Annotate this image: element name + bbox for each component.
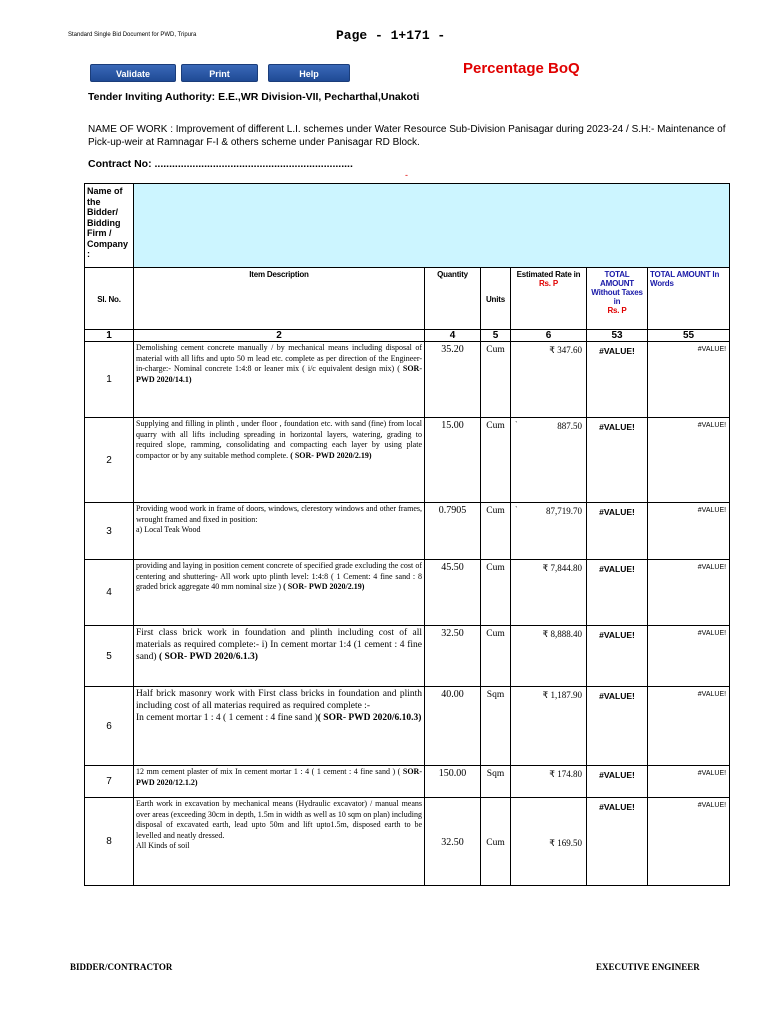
row-desc-subitem: All Kinds of soil xyxy=(136,841,190,851)
table-row xyxy=(85,798,730,886)
col-number: 53 xyxy=(587,330,648,342)
row-rate-amount: 347.60 xyxy=(557,345,582,355)
row-rate xyxy=(511,798,587,886)
row-sor-ref: ( SOR- PWD 2020/6.1.3) xyxy=(158,652,258,662)
rupee-icon: ₹ xyxy=(549,837,555,848)
row-sor-ref: ( SOR- PWD 2020/6.10.3) xyxy=(317,713,422,723)
row-total-amount: #VALUE! xyxy=(587,626,648,687)
document-header-title: Standard Single Bid Document for PWD, Tripura xyxy=(68,32,197,38)
row-total-words: #VALUE! xyxy=(648,342,730,418)
rupee-icon: ` xyxy=(515,420,518,429)
rupee-icon: ₹ xyxy=(542,563,549,573)
column-number-row xyxy=(85,330,730,342)
bidder-name-input[interactable] xyxy=(134,184,730,268)
row-rate-value xyxy=(549,838,582,849)
table-row xyxy=(85,503,730,560)
table-row xyxy=(85,560,730,626)
header-total-words: TOTAL AMOUNT In Words xyxy=(648,268,730,330)
row-quantity: 40.00 xyxy=(425,687,481,766)
row-description xyxy=(134,687,425,766)
rupee-icon: ₹ xyxy=(542,690,549,700)
row-unit: Cum xyxy=(481,626,511,687)
row-rate-value xyxy=(543,563,582,574)
row-total-amount: #VALUE! xyxy=(587,503,648,560)
row-sor-ref: SOR- PWD 2020/14.1) xyxy=(136,364,422,384)
header-row xyxy=(85,268,730,330)
row-slno: 8 xyxy=(85,798,134,886)
row-rate-amount: 174.80 xyxy=(557,769,582,779)
row-slno: 6 xyxy=(85,687,134,766)
header-total-currency: Rs. P xyxy=(607,306,627,315)
row-desc-text: 12 mm cement plaster of mix In cement mortar 1 : 4 ( 1 cement : 4 fine sand ) ( xyxy=(136,767,403,776)
row-slno: 3 xyxy=(85,503,134,560)
row-desc-text: Supplying and filling in plinth , under floor , foundation etc. with sand (fine) from local quarry with all lifts including spreading in horizontal layers, watering, grading to required slope, ramming, consolidating and compacting each layer by using plate compactor or by any suitable method complete. xyxy=(136,419,422,460)
row-rate-amount: 887.50 xyxy=(557,421,582,431)
rupee-icon: ₹ xyxy=(542,629,549,639)
row-total-amount: #VALUE! xyxy=(587,687,648,766)
red-mark: - xyxy=(405,170,408,180)
row-slno: 5 xyxy=(85,626,134,687)
help-button[interactable]: Help xyxy=(268,64,350,82)
row-rate-amount: 169.50 xyxy=(557,837,582,848)
row-desc-text: Providing wood work in frame of doors, windows, clerestory windows and other frames, wrought framed and fixed in position: xyxy=(136,504,422,524)
page-number: Page - 1+171 - xyxy=(336,28,446,43)
row-total-words: #VALUE! xyxy=(648,687,730,766)
row-unit: Cum xyxy=(481,342,511,418)
row-total-amount: #VALUE! xyxy=(587,418,648,503)
row-description xyxy=(134,342,425,418)
boq-table xyxy=(84,183,730,886)
header-rate-currency: Rs. P xyxy=(538,279,558,288)
row-unit: Sqm xyxy=(481,687,511,766)
row-unit: Sqm xyxy=(481,766,511,798)
bidder-row xyxy=(85,184,730,268)
row-unit: Cum xyxy=(481,560,511,626)
row-sor-ref: SOR- PWD 2020/12.1.2) xyxy=(136,767,422,787)
contract-number: Contract No: .................................................................... xyxy=(88,158,353,170)
validate-button[interactable]: Validate xyxy=(90,64,176,82)
row-description xyxy=(134,766,425,798)
row-total-words: #VALUE! xyxy=(648,766,730,798)
row-description xyxy=(134,503,425,560)
row-desc-text: Earth work in excavation by mechanical means (Hydraulic excavator) / manual means over areas (exceeding 30cm in depth, 1.5m in width as well as 10 sqm on plan) including disposal of excavated earth, lead upto 50m and lift upto1.5m, disposed earth to be levelled and neatly dressed. xyxy=(136,799,422,840)
table-row xyxy=(85,626,730,687)
row-sor-ref: ( SOR- PWD 2020/2.19) xyxy=(290,450,372,460)
header-total-amount xyxy=(587,268,648,330)
header-slno: Sl. No. xyxy=(85,268,134,330)
row-unit: Cum xyxy=(481,503,511,560)
row-quantity: 32.50 xyxy=(425,626,481,687)
row-rate-amount: 87,719.70 xyxy=(546,506,582,516)
print-button[interactable]: Print xyxy=(181,64,258,82)
row-desc-text: First class brick work in foundation and plinth including cost of all materials as required complete:- i) In cement mortar 1:4 (1 cement : 4 fine sand) xyxy=(136,628,422,662)
row-desc-text: Demolishing cement concrete manually / by mechanical means including disposal of material with all lifts and upto 50 m lead etc. complete as per direction of the Engineer-in-charge:- Nominal concrete 1:4:8 or leaner mix ( i/c equivalent design mix) ( xyxy=(136,343,422,374)
row-rate-amount: 8,888.40 xyxy=(550,629,582,639)
row-quantity: 0.7905 xyxy=(425,503,481,560)
row-rate xyxy=(511,560,587,626)
row-desc-subitem: In cement mortar 1 : 4 ( 1 cement : 4 fine sand ) xyxy=(136,713,318,723)
row-total-words: #VALUE! xyxy=(648,560,730,626)
row-description xyxy=(134,418,425,503)
rupee-icon: ₹ xyxy=(549,769,555,779)
bidder-signature-label: BIDDER/CONTRACTOR xyxy=(70,962,173,972)
row-rate-value xyxy=(543,690,582,701)
table-row xyxy=(85,766,730,798)
row-rate xyxy=(511,766,587,798)
row-desc-text: providing and laying in position cement concrete of specified grade excluding the cost of centering and shuttering- All work upto plinth level: 1:4:8 ( 1 Cement: 4 fine sand : 8 graded brick aggregate 40 mm nominal size ) xyxy=(136,561,422,592)
row-quantity: 150.00 xyxy=(425,766,481,798)
row-total-words: #VALUE! xyxy=(648,626,730,687)
row-rate xyxy=(511,687,587,766)
row-slno: 2 xyxy=(85,418,134,503)
row-rate-value xyxy=(549,345,582,356)
row-quantity: 15.00 xyxy=(425,418,481,503)
row-slno: 4 xyxy=(85,560,134,626)
rupee-icon: ` xyxy=(515,505,518,514)
row-description xyxy=(134,798,425,886)
row-desc-text: Half brick masonry work with First class bricks in foundation and plinth including cost of all materias required as required complete :- xyxy=(136,689,422,711)
bidder-name-label: Name of the Bidder/ Bidding Firm / Company : xyxy=(85,184,134,268)
col-number: 4 xyxy=(425,330,481,342)
row-rate-amount: 1,187.90 xyxy=(550,690,582,700)
row-unit: Cum xyxy=(481,418,511,503)
header-quantity: Quantity xyxy=(425,268,481,330)
row-total-words: #VALUE! xyxy=(648,503,730,560)
row-rate xyxy=(511,503,587,560)
row-total-words: #VALUE! xyxy=(648,418,730,503)
boq-title: Percentage BoQ xyxy=(463,60,580,77)
col-number: 1 xyxy=(85,330,134,342)
row-desc-subitem: a) Local Teak Wood xyxy=(136,525,201,535)
table-row xyxy=(85,342,730,418)
row-quantity: 45.50 xyxy=(425,560,481,626)
tender-authority: Tender Inviting Authority: E.E.,WR Division-VII, Pecharthal,Unakoti xyxy=(88,91,420,103)
header-item-description: Item Description xyxy=(134,268,425,330)
row-unit: Cum xyxy=(481,798,511,886)
table-row xyxy=(85,687,730,766)
row-total-amount: #VALUE! xyxy=(587,798,648,886)
row-rate xyxy=(511,418,587,503)
row-sor-ref: ( SOR- PWD 2020/2.19) xyxy=(283,582,365,592)
row-slno: 7 xyxy=(85,766,134,798)
row-rate-value xyxy=(549,769,582,780)
col-number: 6 xyxy=(511,330,587,342)
row-slno: 1 xyxy=(85,342,134,418)
row-total-amount: #VALUE! xyxy=(587,342,648,418)
col-number: 55 xyxy=(648,330,730,342)
row-rate-value xyxy=(543,629,582,640)
row-total-words: #VALUE! xyxy=(648,798,730,886)
row-description xyxy=(134,560,425,626)
header-rate-label: Estimated Rate in xyxy=(516,270,581,279)
row-quantity: 35.20 xyxy=(425,342,481,418)
header-units: Units xyxy=(481,268,511,330)
table-row xyxy=(85,418,730,503)
header-estimated-rate xyxy=(511,268,587,330)
row-total-amount: #VALUE! xyxy=(587,560,648,626)
row-rate-amount: 7,844.80 xyxy=(550,563,582,573)
header-total-label: TOTAL AMOUNT Without Taxes in xyxy=(591,270,643,306)
name-of-work: NAME OF WORK : Improvement of different L.I. schemes under Water Resource Sub-Division Panisagar during 2023-24 / S.H:- Maintenance of Pick-up-weir at Ramnagar F-I & others scheme under Panisagar RD Block. xyxy=(88,124,726,148)
row-rate xyxy=(511,342,587,418)
row-quantity: 32.50 xyxy=(425,798,481,886)
row-total-amount: #VALUE! xyxy=(587,766,648,798)
row-description xyxy=(134,626,425,687)
rupee-icon: ₹ xyxy=(549,345,555,355)
row-rate xyxy=(511,626,587,687)
engineer-signature-label: EXECUTIVE ENGINEER xyxy=(596,962,700,972)
col-number: 2 xyxy=(134,330,425,342)
col-number: 5 xyxy=(481,330,511,342)
